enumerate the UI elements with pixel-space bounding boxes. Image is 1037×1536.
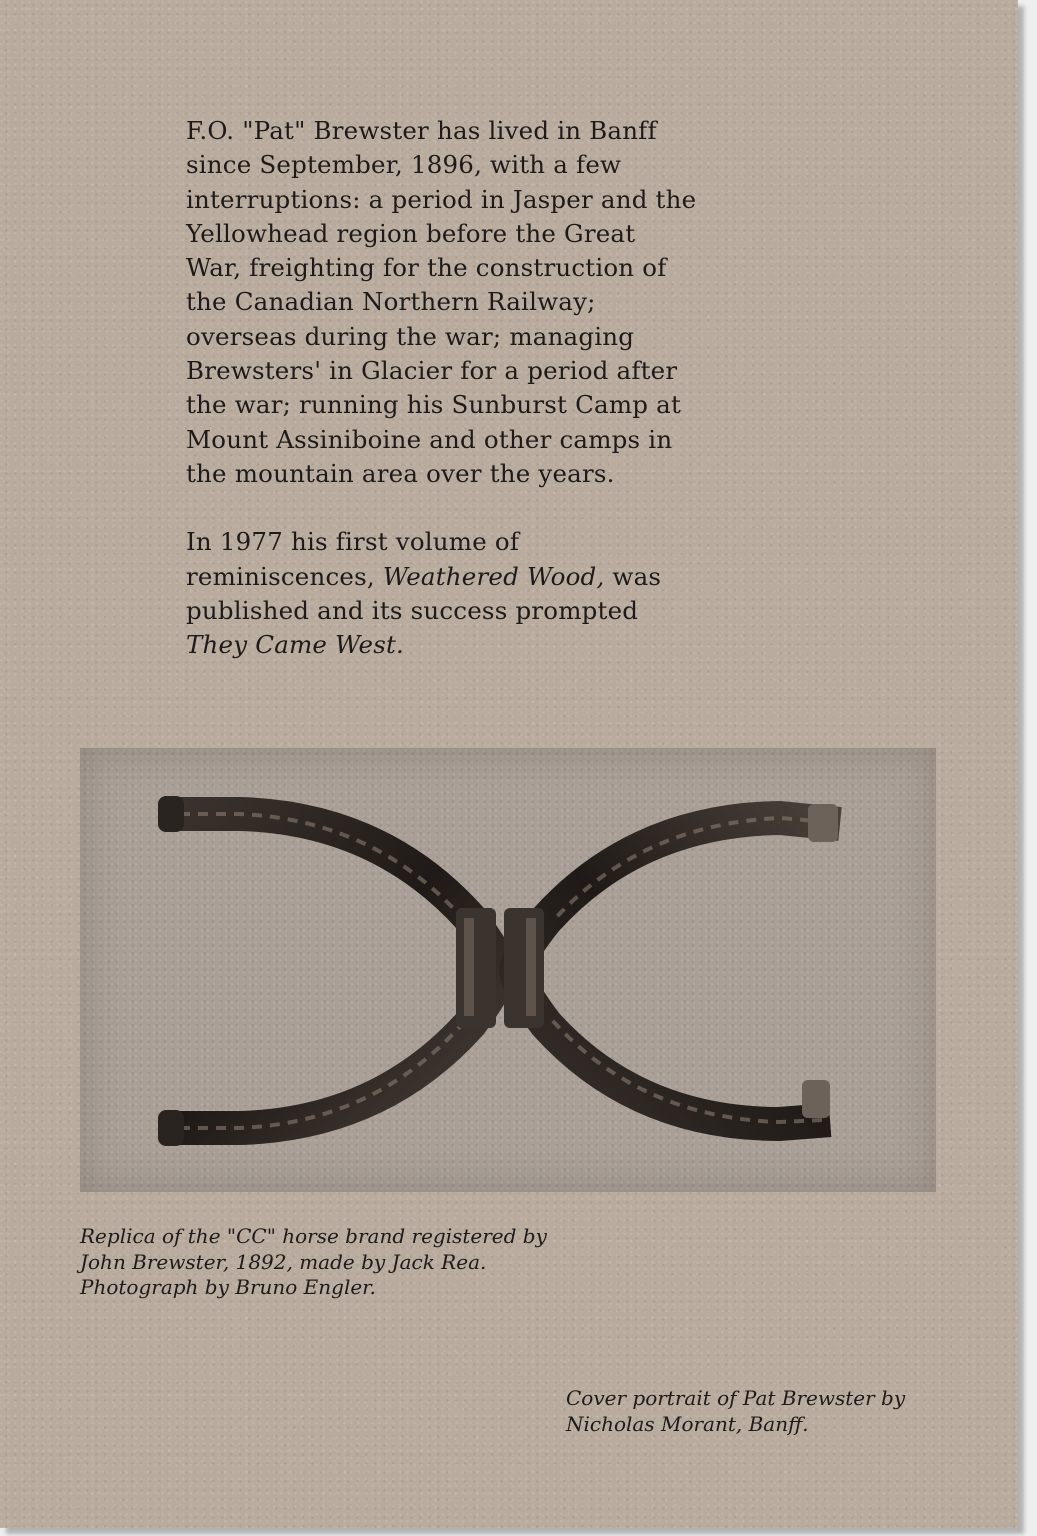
- bio-line: Brewsters' in Glacier for a period after: [186, 356, 678, 386]
- caption-line: Replica of the "CC" horse brand registered by: [80, 1224, 547, 1248]
- photo-caption: [80, 1224, 640, 1301]
- credit-line: Cover portrait of Pat Brewster by: [566, 1386, 906, 1410]
- author-bio: [186, 114, 746, 662]
- book-title-weathered-wood: Weathered Wood,: [382, 561, 605, 591]
- caption-line: John Brewster, 1892, made by Jack Rea.: [80, 1249, 487, 1274]
- bio-paragraph-1: [186, 114, 746, 491]
- bio-text: was: [604, 561, 662, 591]
- bio-line: the Canadian Northern Railway;: [186, 287, 596, 317]
- bio-line: since September, 1896, with a few: [186, 150, 622, 180]
- bio-line: the mountain area over the years.: [186, 458, 615, 488]
- bio-line: F.O. "Pat" Brewster has lived in Banff: [186, 116, 657, 145]
- bio-line: War, freighting for the construction of: [186, 253, 667, 283]
- bio-line: In 1977 his first volume of: [186, 527, 520, 557]
- bio-line: Mount Assiniboine and other camps in: [186, 424, 673, 454]
- bio-text: reminiscences,: [186, 561, 383, 591]
- bio-line: Yellowhead region before the Great: [186, 218, 636, 248]
- horse-brand-photograph: [80, 748, 936, 1192]
- book-title-they-came-west: They Came West.: [186, 630, 405, 660]
- bio-line: overseas during the war; managing: [186, 321, 635, 351]
- bio-paragraph-2: [186, 525, 746, 662]
- horseshoe-brand-icon: [80, 748, 936, 1192]
- bio-line: the war; running his Sunburst Camp at: [186, 390, 681, 420]
- caption-line: Photograph by Bruno Engler.: [80, 1275, 376, 1299]
- bio-line: published and its success prompted: [186, 595, 639, 625]
- cover-credit: [566, 1386, 986, 1437]
- credit-line: Nicholas Morant, Banff.: [566, 1411, 809, 1436]
- bio-line: interruptions: a period in Jasper and the: [186, 184, 697, 214]
- bio-line: [186, 560, 746, 594]
